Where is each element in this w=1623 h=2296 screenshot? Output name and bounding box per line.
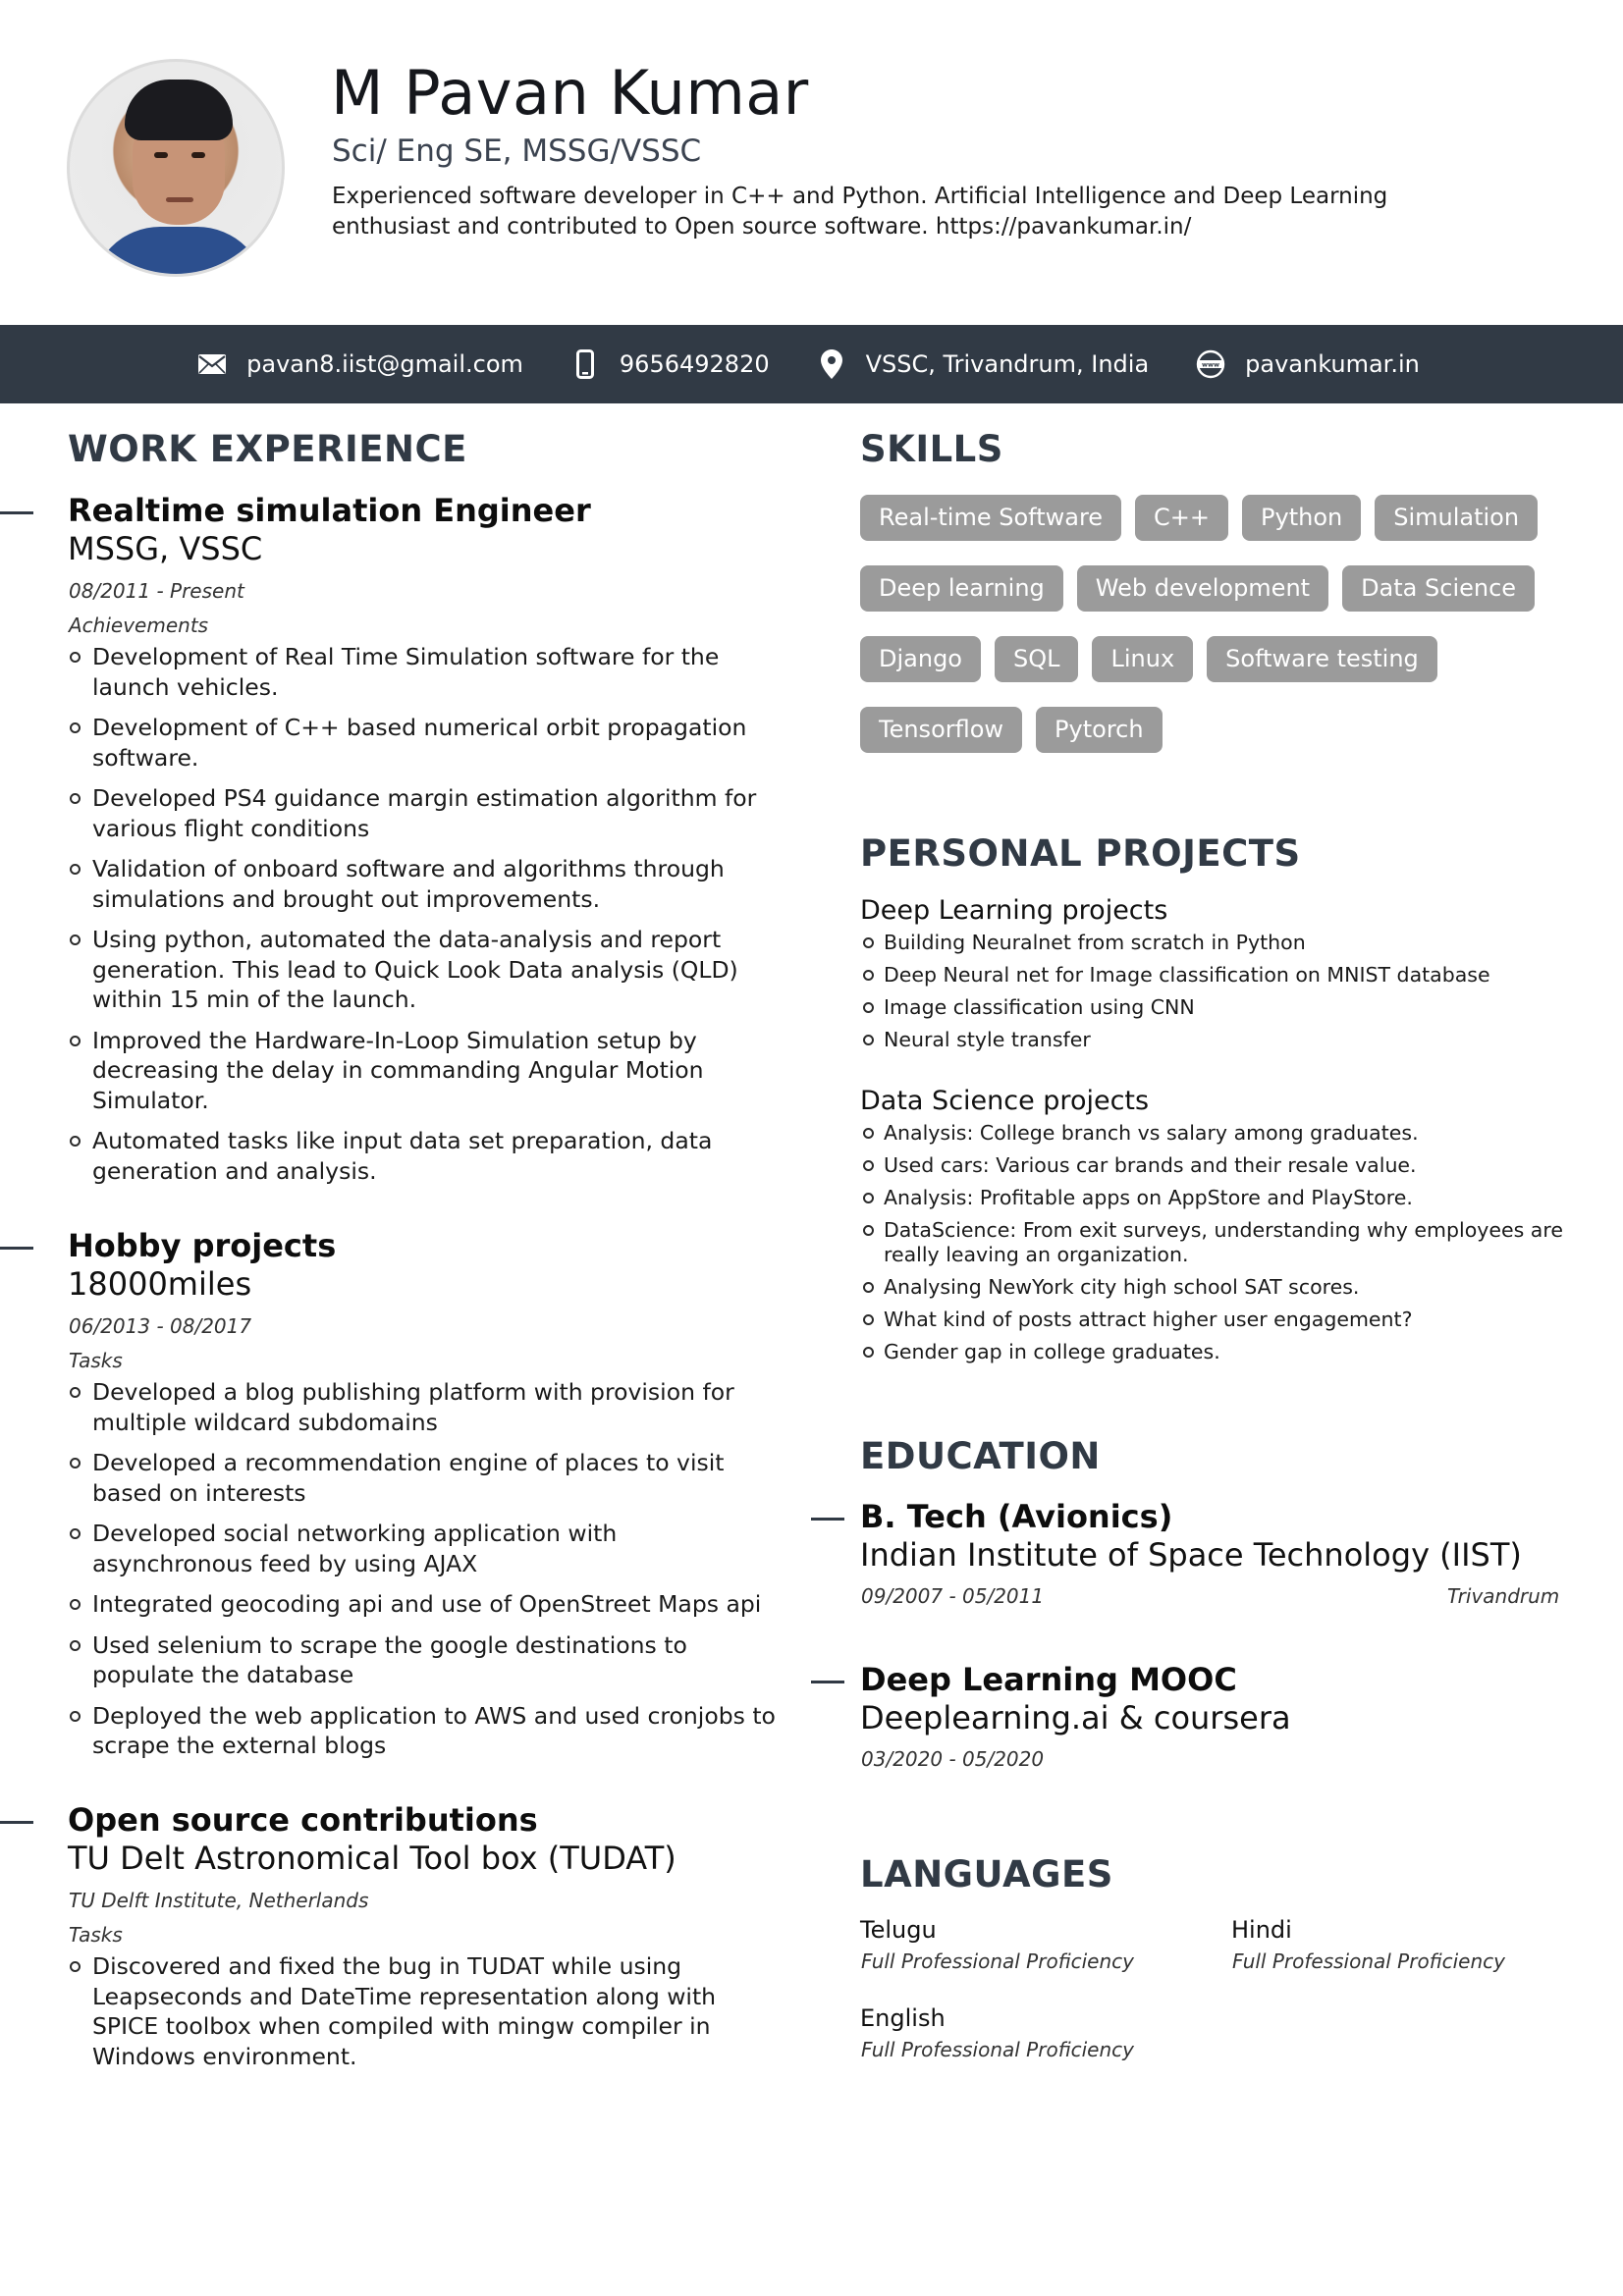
candidate-name: M Pavan Kumar <box>331 57 809 129</box>
skill-tag: Software testing <box>1207 636 1437 682</box>
education-heading: EDUCATION <box>860 1435 1101 1477</box>
list-item: Development of Real Time Simulation software for the launch vehicles. <box>69 642 776 702</box>
map-pin-icon <box>817 349 846 379</box>
skills-heading: SKILLS <box>860 428 1003 470</box>
project-list <box>862 931 1569 1060</box>
envelope-icon <box>197 349 227 379</box>
candidate-subtitle: Sci/ Eng SE, MSSG/VSSC <box>332 133 702 169</box>
education-degree: Deep Learning MOOC <box>860 1661 1237 1698</box>
profile-photo <box>67 59 285 277</box>
education-location: Trivandrum <box>1447 1584 1560 1608</box>
job-achievements-list <box>69 642 776 1197</box>
skill-tag: Data Science <box>1342 565 1535 612</box>
language-proficiency: Full Professional Proficiency <box>861 2038 1134 2061</box>
list-item: Used selenium to scrape the google destinations to populate the database <box>69 1630 776 1690</box>
list-item: Developed social networking application with asynchronous feed by using AJAX <box>69 1519 776 1578</box>
skill-tag: SQL <box>995 636 1079 682</box>
project-group-title: Deep Learning projects <box>860 895 1168 926</box>
timeline-dash <box>0 511 33 514</box>
work-experience-heading: WORK EXPERIENCE <box>68 428 467 470</box>
list-item: Developed PS4 guidance margin estimation algorithm for various flight conditions <box>69 783 776 843</box>
mobile-phone-icon <box>570 349 600 379</box>
job-dates: 08/2011 - Present <box>69 579 244 603</box>
language-name: Hindi <box>1231 1916 1292 1944</box>
list-item: Developed a blog publishing platform with provision for multiple wildcard subdomains <box>69 1377 776 1437</box>
contact-location-text: VSSC, Trivandrum, India <box>865 350 1150 378</box>
contact-phone[interactable] <box>570 349 770 379</box>
education-school: Deeplearning.ai & coursera <box>860 1699 1291 1736</box>
job-dates: 06/2013 - 08/2017 <box>69 1314 252 1338</box>
skill-tag: C++ <box>1135 495 1228 541</box>
skill-tag: Python <box>1242 495 1361 541</box>
list-item: Validation of onboard software and algorithms through simulations and brought out improvements. <box>69 854 776 914</box>
job-organization: TU Delt Astronomical Tool box (TUDAT) <box>68 1840 676 1877</box>
list-item: Neural style transfer <box>862 1028 1569 1052</box>
job-title: Hobby projects <box>68 1227 337 1264</box>
skill-tag: Simulation <box>1375 495 1538 541</box>
contact-email-text: pavan8.iist@gmail.com <box>246 350 523 378</box>
list-item: Automated tasks like input data set preparation, data generation and analysis. <box>69 1126 776 1186</box>
contact-location <box>817 349 1150 379</box>
skill-tag: Linux <box>1092 636 1193 682</box>
language-name: English <box>860 2004 946 2032</box>
job-title: Realtime simulation Engineer <box>68 492 591 529</box>
job-tasks-list <box>69 1951 776 2082</box>
list-item: Deployed the web application to AWS and used cronjobs to scrape the external blogs <box>69 1701 776 1761</box>
job-list-label: Achievements <box>69 614 209 637</box>
svg-text:www: www <box>1202 360 1220 369</box>
job-location: TU Delft Institute, Netherlands <box>69 1889 369 1912</box>
language-proficiency: Full Professional Proficiency <box>1232 1949 1505 1973</box>
list-item: Using python, automated the data-analysis and report generation. This lead to Quick Look Data analysis (QLD) within 15 min of the launch. <box>69 925 776 1015</box>
list-item: Analysis: Profitable apps on AppStore and PlayStore. <box>862 1186 1569 1210</box>
list-item: Building Neuralnet from scratch in Python <box>862 931 1569 955</box>
list-item: Deep Neural net for Image classification on MNIST database <box>862 963 1569 988</box>
job-organization: MSSG, VSSC <box>68 530 263 567</box>
list-item: Developed a recommendation engine of places to visit based on interests <box>69 1448 776 1508</box>
job-list-label: Tasks <box>69 1923 123 1947</box>
timeline-dash <box>811 1518 844 1521</box>
list-item: Gender gap in college graduates. <box>862 1340 1569 1364</box>
skill-tag: Tensorflow <box>860 707 1022 753</box>
education-dates: 09/2007 - 05/2011 <box>861 1584 1045 1608</box>
job-tasks-list <box>69 1377 776 1772</box>
skill-tag: Deep learning <box>860 565 1063 612</box>
project-list <box>862 1121 1569 1372</box>
list-item: Analysis: College branch vs salary among graduates. <box>862 1121 1569 1146</box>
skill-tag: Pytorch <box>1036 707 1163 753</box>
list-item: Improved the Hardware-In-Loop Simulation setup by decreasing the delay in commanding Angular Motion Simulator. <box>69 1026 776 1116</box>
contact-bar <box>0 325 1623 403</box>
timeline-dash <box>0 1821 33 1824</box>
timeline-dash <box>811 1681 844 1683</box>
list-item: Image classification using CNN <box>862 995 1569 1020</box>
timeline-dash <box>0 1247 33 1250</box>
contact-email[interactable] <box>197 349 523 379</box>
list-item: Discovered and fixed the bug in TUDAT while using Leapseconds and DateTime representation along with SPICE toolbox when compiled with mingw compiler in Windows environment. <box>69 1951 776 2071</box>
contact-phone-text: 9656492820 <box>619 350 770 378</box>
education-school: Indian Institute of Space Technology (IIST) <box>860 1536 1522 1574</box>
list-item: Development of C++ based numerical orbit propagation software. <box>69 713 776 773</box>
contact-website[interactable] <box>1196 349 1420 379</box>
job-list-label: Tasks <box>69 1349 123 1372</box>
skill-tag: Web development <box>1077 565 1328 612</box>
personal-projects-heading: PERSONAL PROJECTS <box>860 832 1301 875</box>
job-title: Open source contributions <box>68 1801 538 1839</box>
list-item: Analysing NewYork city high school SAT scores. <box>862 1275 1569 1300</box>
education-degree: B. Tech (Avionics) <box>860 1498 1173 1535</box>
list-item: What kind of posts attract higher user engagement? <box>862 1308 1569 1332</box>
skill-tag: Real-time Software <box>860 495 1121 541</box>
language-name: Telugu <box>860 1916 937 1944</box>
languages-heading: LANGUAGES <box>860 1853 1113 1896</box>
summary-text: Experienced software developer in C++ and Python. Artificial Intelligence and Deep Learning enthusiast and contributed to Open source software. https://pavankumar.in/ <box>332 184 1388 240</box>
education-dates: 03/2020 - 05/2020 <box>861 1747 1045 1771</box>
www-globe-icon <box>1196 349 1225 379</box>
project-group-title: Data Science projects <box>860 1086 1150 1116</box>
skill-tag: Django <box>860 636 981 682</box>
list-item: Used cars: Various car brands and their resale value. <box>862 1153 1569 1178</box>
job-organization: 18000miles <box>68 1265 252 1303</box>
skills-list <box>860 495 1567 753</box>
contact-website-text: pavankumar.in <box>1245 350 1420 378</box>
list-item: Integrated geocoding api and use of OpenStreet Maps api <box>69 1589 776 1620</box>
list-item: DataScience: From exit surveys, understanding why employees are really leaving an organization. <box>862 1218 1569 1266</box>
language-proficiency: Full Professional Proficiency <box>861 1949 1134 1973</box>
